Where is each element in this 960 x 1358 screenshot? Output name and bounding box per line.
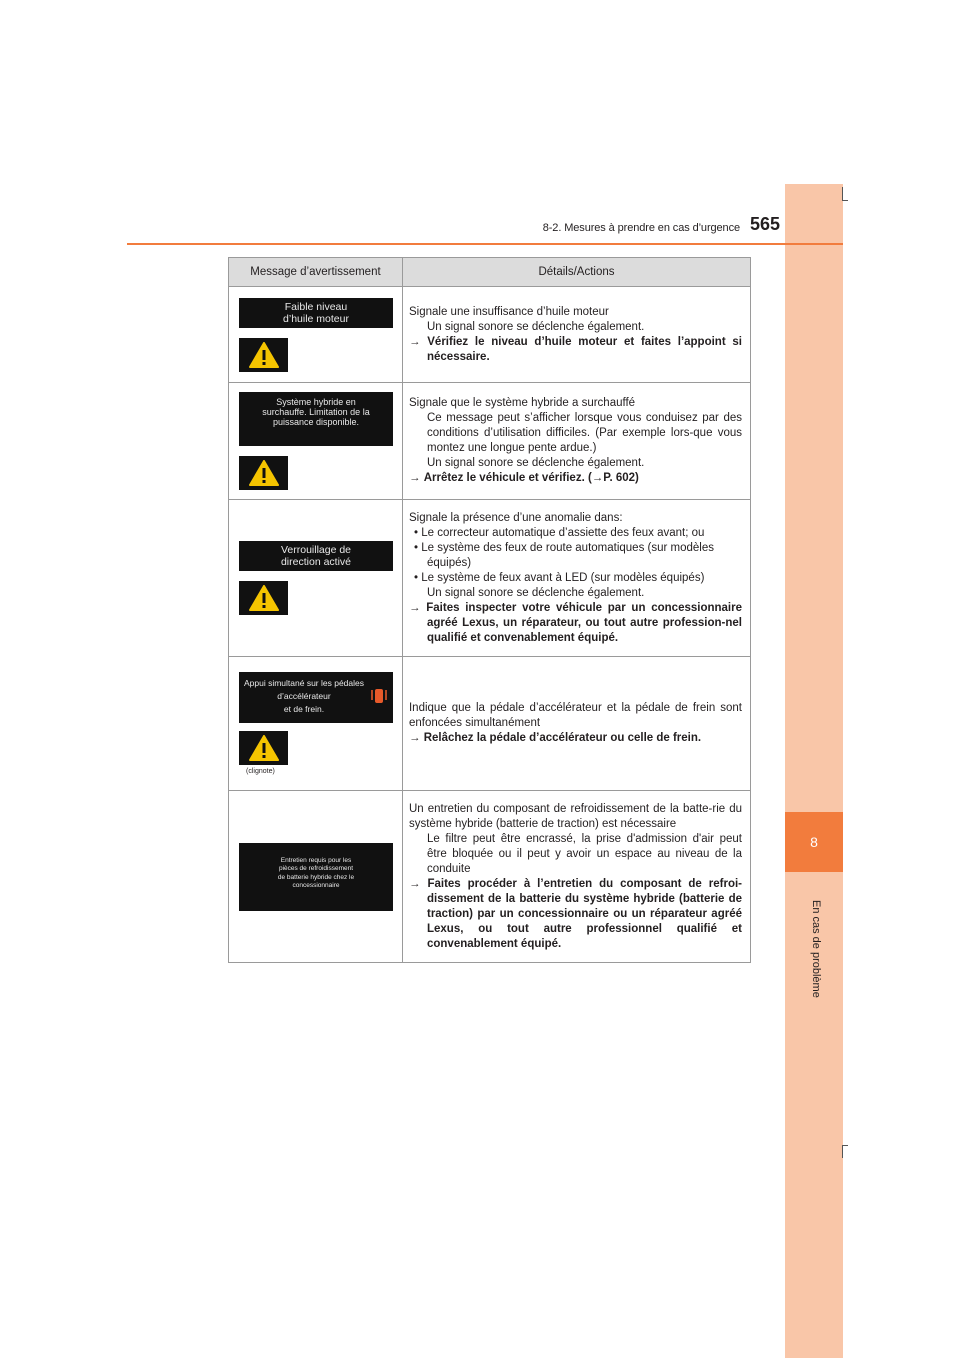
- bullet-item: [409, 571, 742, 586]
- table-header-row: [229, 258, 751, 287]
- detail-text: Un signal sonore se déclenche également.: [426, 586, 645, 599]
- chapter-number-tab: 8: [785, 812, 843, 872]
- message-cell: [229, 500, 403, 657]
- display-message: Verrouillage de direction activé: [239, 541, 393, 571]
- bullet-icon: •: [413, 571, 419, 584]
- table-row: [229, 287, 751, 383]
- action-label: Faites inspecter votre véhicule par un concessionnaire agréé Lexus, un réparateur, ou tout autre profession-nel qualifié et convenablement équipé.: [426, 601, 742, 644]
- detail-text: Indique que la pédale d’accélérateur et la pédale de frein sont enfoncées simultanément: [408, 702, 742, 729]
- page-number: 565: [749, 214, 780, 234]
- bullet-text: Le système de feux avant à LED (sur modèles équipés): [421, 571, 705, 584]
- section-title: 8-2. Mesures à prendre en cas d’urgence: [542, 222, 740, 234]
- warning-table: [228, 257, 751, 963]
- crop-mark-top-h: [842, 200, 848, 201]
- action-text: [409, 877, 742, 952]
- display-line: d’accélérateur: [277, 691, 331, 701]
- action-label: Relâchez la pédale d’accélérateur ou celle de frein.: [423, 732, 702, 744]
- action-text: [409, 335, 742, 365]
- action-label: Faites procéder à l’entretien du composant de refroi-dissement de la batterie du système hybride (batterie de traction) par un concessionnaire ou un réparateur agréé Lexus, ou tout autre professionnel qualifié et convenablement équipé.: [426, 877, 743, 950]
- action-text: [409, 471, 742, 486]
- bullet-item: [409, 541, 742, 556]
- detail-text: Un entretien du composant de refroidissement de la batte-rie du système hybride (batterie de traction) est nécessaire: [408, 802, 742, 830]
- message-cell: [229, 287, 403, 383]
- message-cell: [229, 657, 403, 791]
- table-row: [229, 657, 751, 791]
- action-label: Vérifiez le niveau d’huile moteur et faites l’appoint si nécessaire.: [426, 335, 742, 363]
- detail-text: Signale la présence d’une anomalie dans:: [408, 511, 623, 524]
- arrow-icon: →: [408, 877, 421, 890]
- arrow-icon: →: [408, 601, 421, 614]
- display-message: Système hybride en surchauffe. Limitation de la puissance disponible.: [239, 392, 393, 446]
- bullet-text: Le correcteur automatique d’assiette des feux avant; ou: [421, 526, 705, 539]
- bullet-icon: •: [413, 541, 419, 554]
- display-line: Appui simultané sur les pédales: [243, 678, 364, 688]
- details-cell: [402, 287, 750, 383]
- warning-triangle-icon: [239, 456, 288, 490]
- pedal-warning-icon: [371, 686, 387, 710]
- message-cell: [229, 791, 403, 963]
- crop-mark-top: [842, 187, 843, 200]
- crop-mark-bottom: [842, 1145, 843, 1158]
- details-cell: [402, 657, 750, 791]
- crop-mark-bottom-h: [842, 1145, 848, 1146]
- table-row: [229, 383, 751, 500]
- arrow-icon: →: [408, 732, 421, 744]
- chapter-label: En cas de problème: [810, 900, 822, 998]
- arrow-icon: →: [408, 335, 421, 348]
- action-text: [409, 601, 742, 646]
- detail-text: Le filtre peut être encrassé, la prise d'admission d'air peut être bloquée ou il peut y avoir un espace au niveau de la conduite: [426, 832, 742, 875]
- details-cell: [402, 500, 750, 657]
- display-message: Faible niveau d’huile moteur: [239, 298, 393, 328]
- details-cell: [402, 383, 750, 500]
- detail-text: Un signal sonore se déclenche également.: [426, 320, 645, 333]
- warning-triangle-icon: [239, 338, 288, 372]
- details-cell: [402, 791, 750, 963]
- detail-text: Ce message peut s’afficher lorsque vous conduisez par des conditions d’utilisation difficiles. (Par exemple lors-que vous montez une longue pente ardue.): [426, 412, 742, 454]
- display-message: Entretien requis pour les pièces de refroidissement de batterie hybride chez le concessionnaire: [239, 843, 393, 911]
- detail-text: Signale une insuffisance d’huile moteur: [408, 305, 609, 318]
- action-text: [409, 731, 742, 746]
- detail-text: Signale que le système hybride a surchauffé: [408, 397, 636, 409]
- display-line: et de frein.: [283, 704, 325, 714]
- bullet-icon: •: [413, 526, 419, 539]
- col-message-header: Message d’avertissement: [229, 258, 403, 287]
- warning-triangle-icon: [239, 731, 288, 765]
- header-rule: [127, 243, 843, 245]
- bullet-item: [409, 526, 742, 541]
- display-message: [239, 672, 393, 723]
- table-row: [229, 791, 751, 963]
- detail-text: Un signal sonore se déclenche également.: [426, 457, 645, 469]
- bullet-continuation: équipés): [426, 556, 472, 569]
- action-label: Arrêtez le véhicule et vérifiez. (→P. 602): [423, 472, 639, 484]
- table-row: [229, 500, 751, 657]
- chapter-side-band: [785, 184, 843, 1358]
- col-details-header: Détails/Actions: [402, 258, 750, 287]
- bullet-text: Le système des feux de route automatiques (sur modèles: [421, 541, 714, 554]
- message-cell: [229, 383, 403, 500]
- arrow-icon: →: [408, 472, 421, 484]
- warning-triangle-icon: [239, 581, 288, 615]
- blink-note: (clignote): [246, 768, 275, 775]
